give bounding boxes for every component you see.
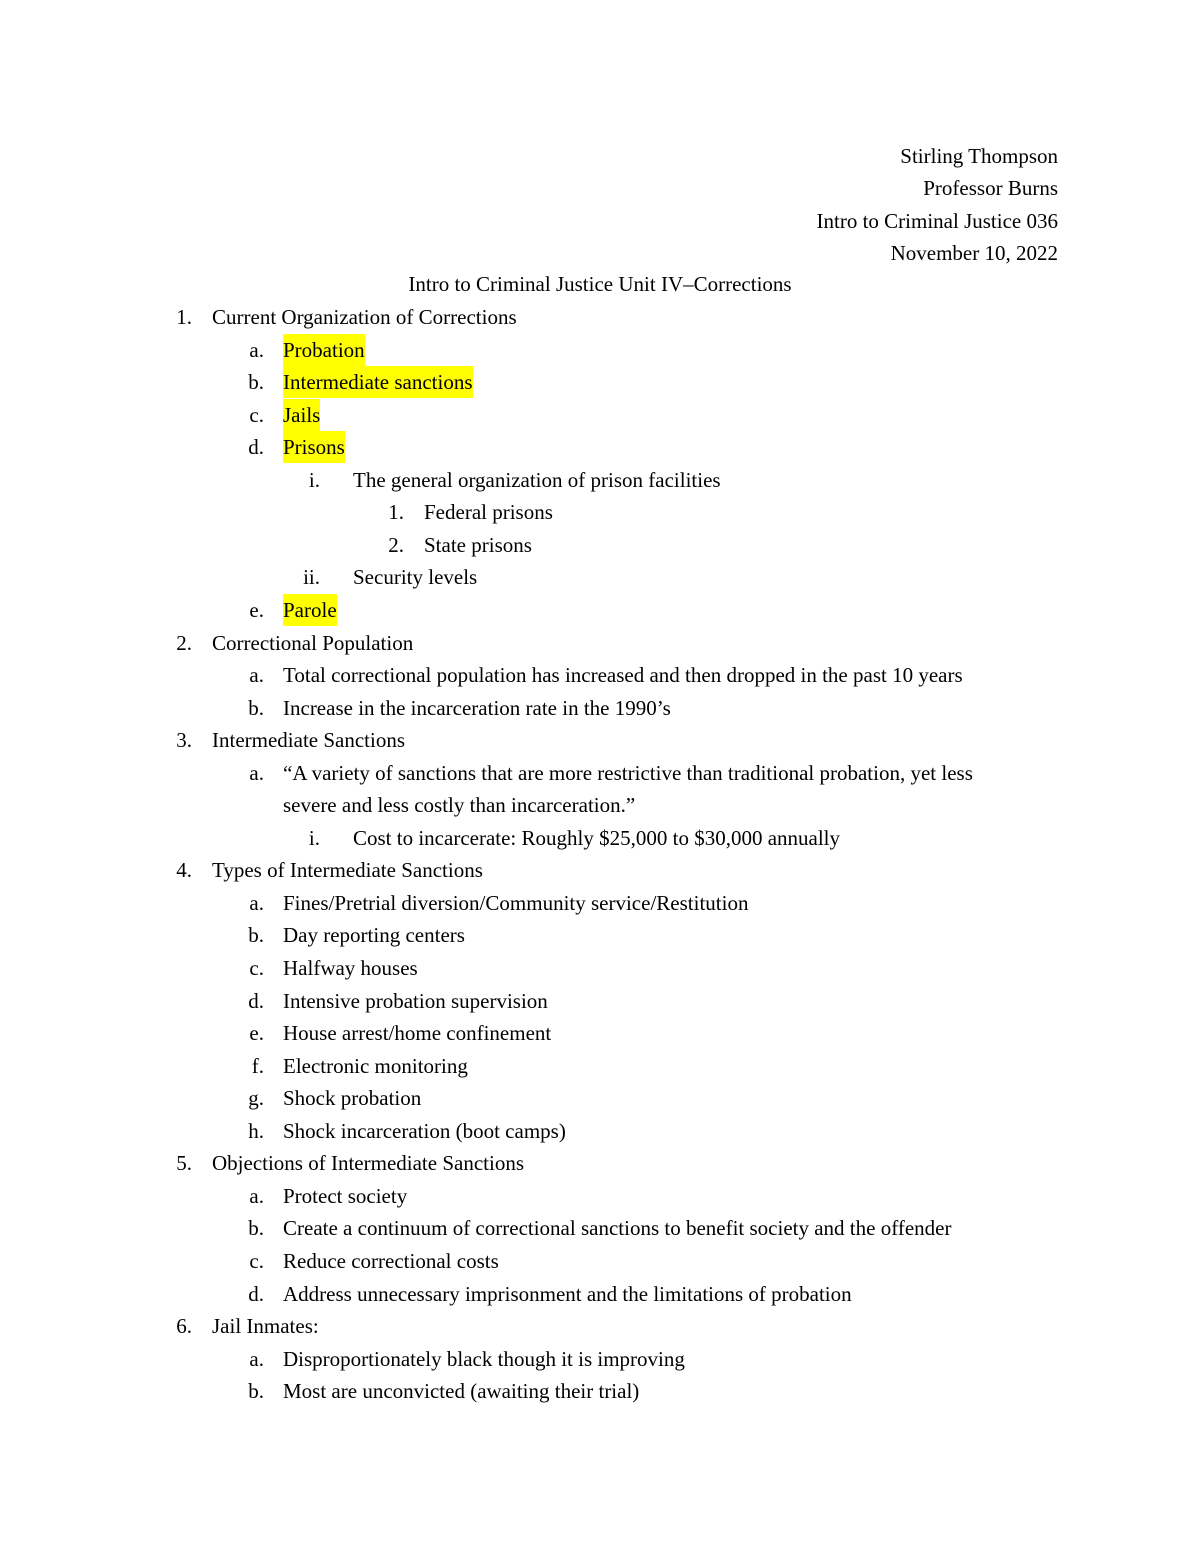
outline-text: Types of Intermediate Sanctions: [212, 858, 483, 883]
outline-item: [0, 1278, 1200, 1310]
outline-item: [0, 399, 1200, 431]
outline-item: [0, 431, 1200, 463]
outline-marker: c.: [249, 1248, 264, 1273]
outline-marker: a.: [249, 890, 264, 915]
document-date: November 10, 2022: [890, 241, 1058, 265]
outline-item: [0, 659, 1200, 691]
outline-text: Increase in the incarceration rate in the 1990’s: [283, 695, 671, 720]
outline-marker: a.: [249, 760, 264, 785]
professor-name: Professor Burns: [923, 176, 1058, 200]
outline-text: Disproportionately black though it is improving: [283, 1346, 685, 1371]
outline-marker: f.: [251, 1053, 264, 1078]
outline-text-highlighted: Probation: [283, 334, 365, 366]
outline-item: [0, 1245, 1200, 1277]
outline-text: Halfway houses: [283, 956, 418, 980]
outline-marker: d.: [248, 988, 264, 1013]
outline-item: [0, 952, 1200, 984]
outline-item: [0, 301, 1200, 333]
outline-marker: b.: [248, 1379, 264, 1404]
outline-marker: b.: [248, 695, 264, 720]
outline-text: Fines/Pretrial diversion/Community service/Restitution: [283, 890, 749, 915]
outline-text: Shock probation: [283, 1086, 422, 1111]
outline-item: [0, 854, 1200, 886]
outline-text: “A variety of sanctions that are more restrictive than traditional probation, yet less: [283, 760, 973, 785]
outline-marker: a.: [249, 663, 264, 688]
outline-marker: a.: [249, 337, 264, 362]
outline-marker: 2.: [388, 532, 404, 557]
outline-item: [0, 1310, 1200, 1342]
outline-marker: i.: [308, 467, 320, 492]
outline-marker: a.: [249, 1346, 264, 1371]
outline-item: [0, 985, 1200, 1017]
outline-item: [0, 822, 1200, 854]
outline-text: Cost to incarcerate: Roughly $25,000 to $30,000 annually: [353, 825, 840, 850]
outline-text: Intermediate Sanctions: [212, 728, 406, 753]
course-name: Intro to Criminal Justice 036: [816, 209, 1058, 233]
outline-text: Reduce correctional costs: [283, 1248, 499, 1273]
outline-item: [0, 1147, 1200, 1179]
outline-text-highlighted: Jails: [283, 399, 320, 431]
document-title: Intro to Criminal Justice Unit IV–Corrections: [408, 272, 792, 296]
outline-item: [0, 692, 1200, 724]
outline-marker: ii.: [303, 565, 320, 590]
outline-marker: 1.: [176, 305, 192, 329]
outline-marker: 3.: [176, 728, 192, 753]
outline-text-highlighted: Intermediate sanctions: [283, 366, 473, 398]
outline-marker: 5.: [176, 1151, 192, 1176]
outline-item: [0, 724, 1200, 756]
outline-text: Intensive probation supervision: [283, 988, 548, 1013]
outline-text-highlighted: Prisons: [283, 431, 345, 463]
outline-text: Current Organization of Corrections: [212, 305, 517, 329]
outline-item: [0, 627, 1200, 659]
outline-item: [0, 496, 1200, 528]
outline-text: Security levels: [353, 565, 478, 590]
outline-text: Shock incarceration (boot camps): [283, 1118, 566, 1143]
outline-text: Jail Inmates:: [212, 1314, 319, 1339]
outline-marker: h.: [248, 1118, 264, 1143]
outline-item: [0, 464, 1200, 496]
outline-text: severe and less costly than incarceration.”: [283, 793, 636, 818]
author-name: Stirling Thompson: [900, 144, 1058, 168]
outline-text: Day reporting centers: [283, 923, 465, 948]
outline-item: [0, 1212, 1200, 1244]
outline-text: Address unnecessary imprisonment and the limitations of probation: [283, 1281, 852, 1306]
outline-marker: 4.: [176, 858, 192, 883]
outline-item: [0, 334, 1200, 366]
outline-text-highlighted: Parole: [283, 594, 337, 626]
outline-marker: 1.: [388, 500, 404, 525]
outline-marker: 2.: [176, 630, 192, 655]
outline-text: Create a continuum of correctional sanctions to benefit society and the offender: [283, 1216, 952, 1241]
outline-marker: i.: [308, 825, 320, 850]
outline-item: [0, 1050, 1200, 1082]
outline-item: [0, 529, 1200, 561]
outline-item: [0, 1343, 1200, 1375]
outline-text: Most are unconvicted (awaiting their trial): [283, 1379, 640, 1404]
outline-item: [0, 366, 1200, 398]
outline-item: [0, 1082, 1200, 1114]
outline-text: Protect society: [283, 1183, 408, 1208]
outline-item: [0, 1180, 1200, 1212]
outline-marker: c.: [249, 956, 264, 980]
outline-marker: 6.: [176, 1314, 192, 1339]
outline-text: The general organization of prison facilities: [353, 467, 721, 492]
outline-text: Federal prisons: [424, 500, 553, 525]
outline-marker: e.: [249, 597, 264, 622]
outline-item: [0, 919, 1200, 951]
outline-text: Correctional Population: [212, 630, 414, 655]
outline-marker: c.: [249, 402, 264, 427]
outline-item: [0, 594, 1200, 626]
outline-text: Objections of Intermediate Sanctions: [212, 1151, 524, 1176]
outline-text: Electronic monitoring: [283, 1053, 468, 1078]
outline-marker: a.: [249, 1183, 264, 1208]
outline-item: [0, 887, 1200, 919]
outline-item: [0, 561, 1200, 593]
outline-marker: d.: [248, 435, 264, 460]
outline-marker: b.: [248, 923, 264, 948]
outline-item: [0, 1017, 1200, 1049]
outline-marker: b.: [248, 370, 264, 395]
outline-text: Total correctional population has increased and then dropped in the past 10 years: [283, 663, 963, 688]
outline-marker: g.: [248, 1086, 264, 1111]
outline-item: [0, 1115, 1200, 1147]
outline-marker: e.: [249, 1021, 264, 1046]
outline-item: [0, 1375, 1200, 1407]
outline-text: House arrest/home confinement: [283, 1021, 552, 1046]
outline-item: [0, 789, 1200, 821]
outline-marker: d.: [248, 1281, 264, 1306]
outline-item: [0, 757, 1200, 789]
outline-text: State prisons: [424, 532, 532, 557]
outline-marker: b.: [248, 1216, 264, 1241]
